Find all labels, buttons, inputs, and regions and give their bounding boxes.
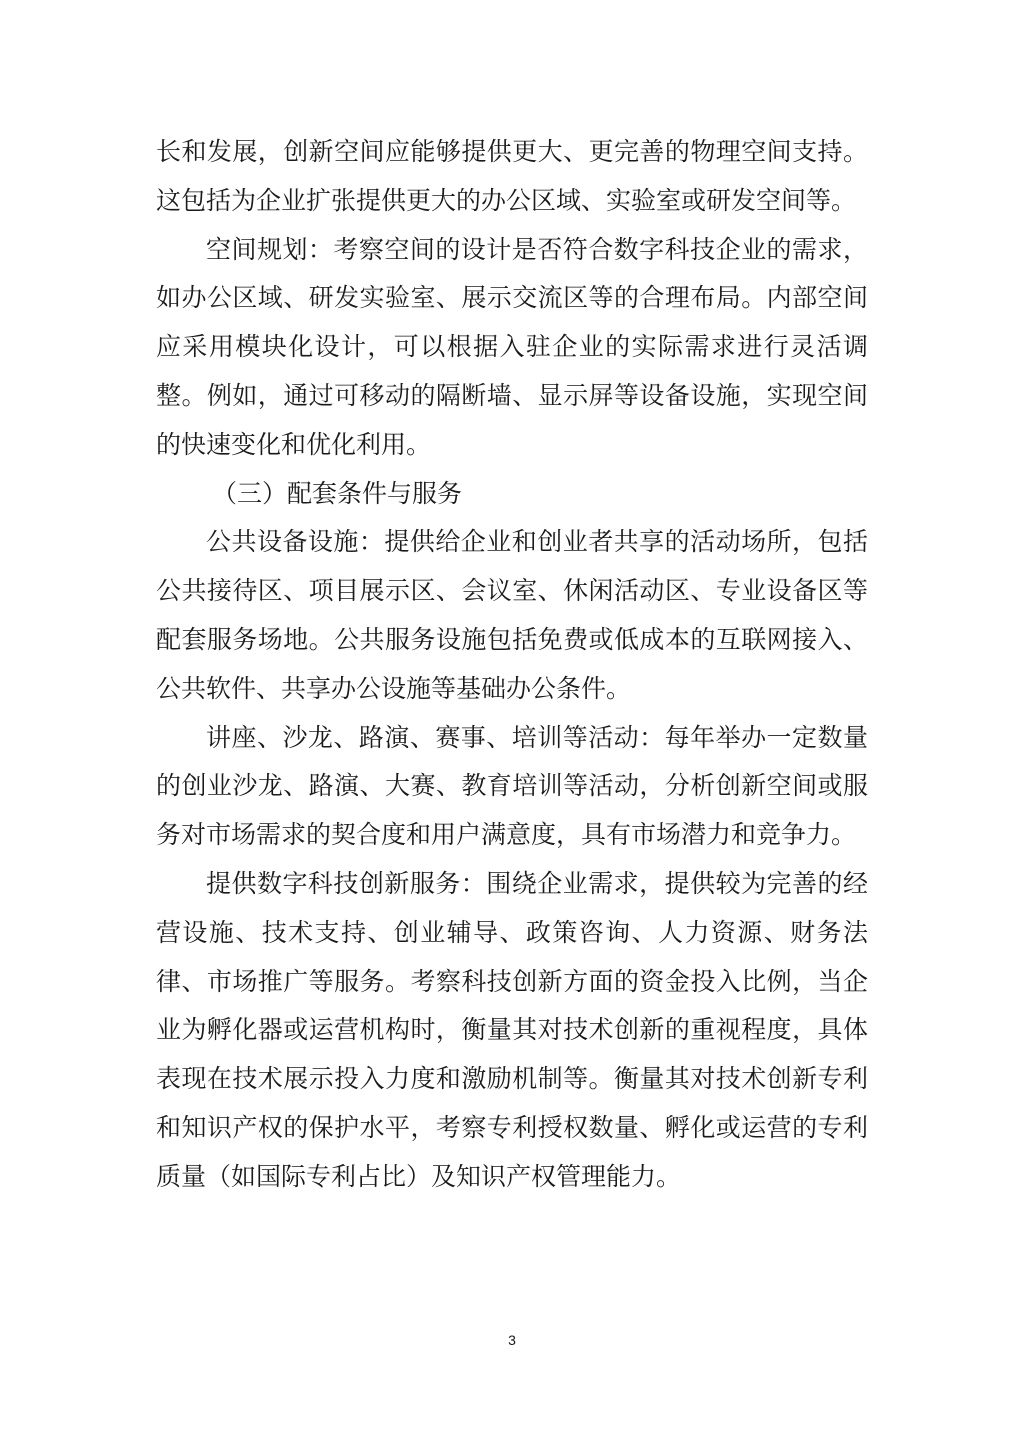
- paragraph-space-planning: 空间规划：考察空间的设计是否符合数字科技企业的需求，如办公区域、研发实验室、展示交流区等的合理布局。内部空间应采用模块化设计，可以根据入驻企业的实际需求进行灵活调整。例如，通过可移动的隔断墙、显示屏等设备设施，实现空间的快速变化和优化利用。: [156, 234, 868, 459]
- paragraph-public-facilities: 公共设备设施：提供给企业和创业者共享的活动场所，包括公共接待区、项目展示区、会议室、休闲活动区、专业设备区等配套服务场地。公共服务设施包括免费或低成本的互联网接入、公共软件、共享办公设施等基础办公条件。: [156, 527, 868, 703]
- section-heading: （三）配套条件与服务: [212, 478, 463, 508]
- paragraph-continuation: 长和发展，创新空间应能够提供更大、更完善的物理空间支持。这包括为企业扩张提供更大的办公区域、实验室或研发空间等。: [156, 137, 868, 215]
- paragraph-events: 讲座、沙龙、路演、赛事、培训等活动：每年举办一定数量的创业沙龙、路演、大赛、教育培训等活动，分析创新空间或服务对市场需求的契合度和用户满意度，具有市场潜力和竞争力。: [156, 722, 868, 850]
- paragraph-innovation-services: 提供数字科技创新服务：围绕企业需求，提供较为完善的经营设施、技术支持、创业辅导、政策咨询、人力资源、财务法律、市场推广等服务。考察科技创新方面的资金投入比例，当企业为孵化器或运营机构时，衡量其对技术创新的重视程度，具体表现在技术展示投入力度和激励机制等。衡量其对技术创新专利和知识产权的保护水平，考察专利授权数量、孵化或运营的专利质量（如国际专利占比）及知识产权管理能力。: [156, 868, 868, 1191]
- page-number: 3: [508, 1332, 516, 1348]
- body-text: [156, 128, 868, 1202]
